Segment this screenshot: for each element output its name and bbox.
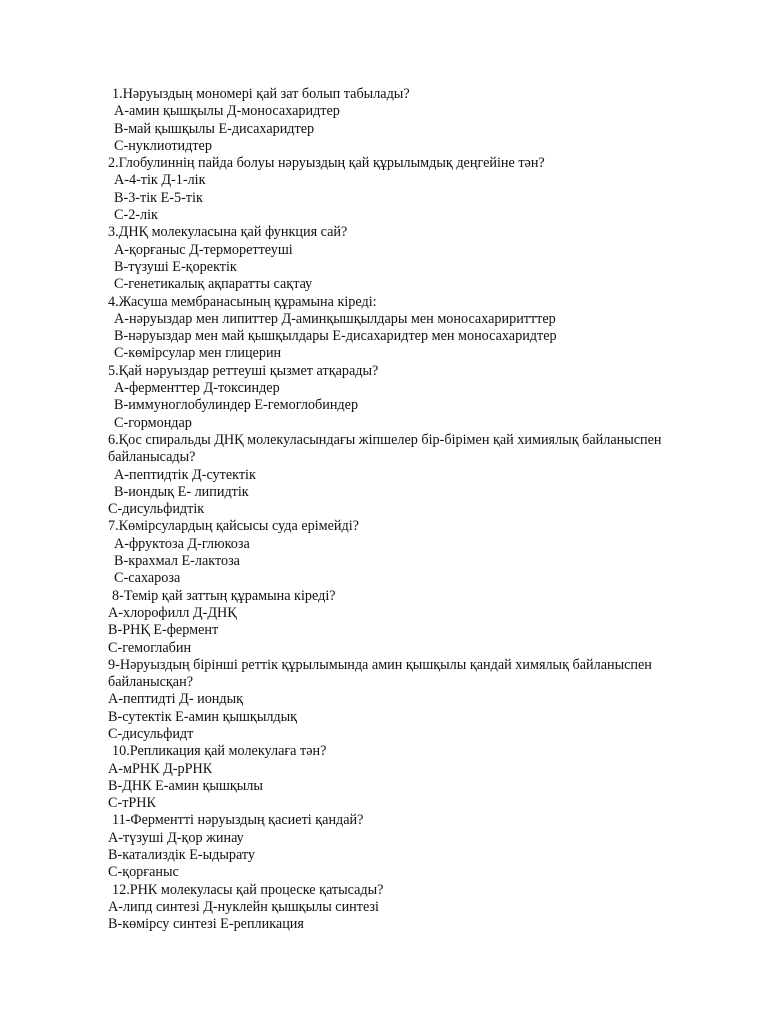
answer-12a: А-липд синтезі Д-нуклейн қышқылы синтезі: [108, 898, 379, 915]
question-5: 5.Қай нәруыздар реттеуші қызмет атқарады?: [108, 362, 379, 379]
answer-12b: В-көмірсу синтезі Е-репликация: [108, 916, 304, 933]
answer-5c: С-гормондар: [114, 414, 192, 431]
answer-6a: А-пептидтік Д-сутектік: [114, 466, 256, 483]
answer-5b: В-иммуноглобулиндер Е-гемоглобиндер: [114, 397, 359, 414]
question-9: 9-Нәруыздың бірінші реттік құрылымында амин қышқылы қандай химялық байланыспен байланысқан?: [108, 656, 652, 691]
question-10: 10.Репликация қай молекулаға тән?: [112, 743, 327, 760]
answer-3c: С-генетикалық ақпаратты сақтау: [114, 276, 313, 293]
question-12: 12.РНК молекуласы қай процеске қатысады?: [112, 881, 384, 898]
answer-9a: А-пептидті Д- иондық: [108, 691, 244, 708]
answer-10c: С-тРНК: [108, 795, 156, 812]
answer-1b: В-май қышқылы Е-дисахаридтер: [114, 120, 315, 137]
question-3: 3.ДНҚ молекуласына қай функция сай?: [108, 224, 348, 241]
answer-8b: В-РНҚ Е-фермент: [108, 622, 219, 639]
question-4: 4.Жасуша мембранасының құрамына кіреді:: [108, 293, 377, 310]
question-11: 11-Ферментті нәруыздың қасиеті қандай?: [112, 812, 364, 829]
answer-2c: С-2-лік: [114, 207, 158, 224]
answer-6c: С-дисульфидтік: [108, 501, 205, 518]
answer-1a: А-амин қышқылы Д-моносахаридтер: [114, 103, 340, 120]
answer-1c: С-нуклиотидтер: [114, 137, 212, 154]
question-8: 8-Темір қай заттың құрамына кіреді?: [112, 587, 336, 604]
answer-6b: В-иондық Е- липидтік: [114, 483, 249, 500]
answer-7c: С-сахароза: [114, 570, 181, 587]
answer-11a: А-түзуші Д-қор жинау: [108, 829, 244, 846]
answer-4b: В-нәруыздар мен май қышқылдары Е-дисахаридтер мен моносахаридтер: [114, 328, 557, 345]
answer-3a: А-қорғаныс Д-термореттеуші: [114, 241, 293, 258]
question-2: 2.Глобулиннің пайда болуы нәруыздың қай құрылымдық деңгейіне тән?: [108, 155, 545, 172]
answer-2a: А-4-тік Д-1-лік: [114, 172, 206, 189]
answer-10a: А-мРНК Д-рРНК: [108, 760, 213, 777]
answer-8c: С-гемоглабин: [108, 639, 192, 656]
question-7: 7.Көмірсулардың қайсысы суда ерімейді?: [108, 518, 359, 535]
answer-9c: С-дисульфидт: [108, 725, 194, 742]
question-6: 6.Қос спиральды ДНҚ молекуласындағы жіпшелер бір-бірімен қай химиялық байланыспен байланысады?: [108, 431, 662, 466]
answer-4a: А-нәруыздар мен липиттер Д-аминқышқылдары мен моносахариритттер: [114, 310, 556, 327]
answer-9b: В-сутектік Е-амин қышқылдық: [108, 708, 298, 725]
answer-7b: В-крахмал Е-лактоза: [114, 553, 240, 570]
quiz-document: [108, 86, 728, 934]
answer-11c: С-қорғаныс: [108, 864, 179, 881]
answer-4c: С-көмірсулар мен глицерин: [114, 345, 282, 362]
answer-7a: А-фруктоза Д-глюкоза: [114, 535, 250, 552]
answer-10b: В-ДНК Е-амин қышқылы: [108, 777, 263, 794]
answer-3b: В-түзуші Е-қоректік: [114, 258, 237, 275]
answer-11b: В-катализдік Е-ыдырату: [108, 847, 256, 864]
answer-8a: А-хлорофилл Д-ДНҚ: [108, 604, 237, 621]
answer-2b: В-3-тік Е-5-тік: [114, 189, 203, 206]
answer-5a: А-ферменттер Д-токсиндер: [114, 380, 280, 397]
question-1: 1.Нәруыздың мономері қай зат болып табылады?: [112, 86, 410, 102]
